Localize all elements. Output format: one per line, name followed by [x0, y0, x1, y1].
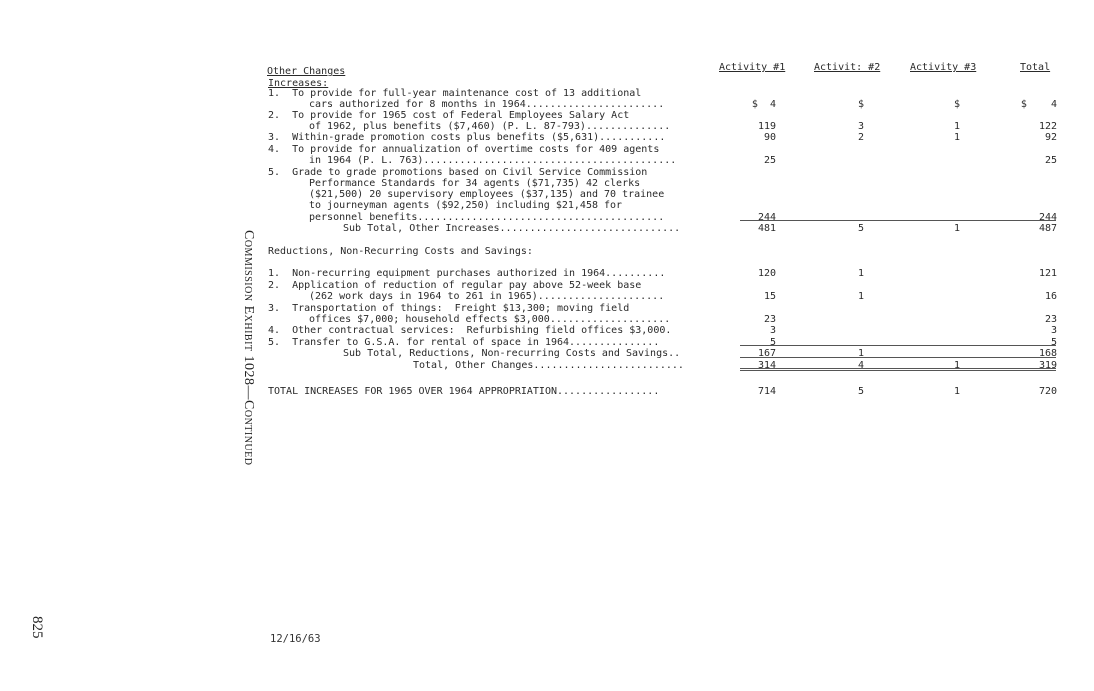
- cell-c3: 1: [953, 121, 960, 132]
- cell-c3: 1: [953, 132, 960, 143]
- cell-c1: 714: [757, 386, 776, 397]
- row-description: 1. Non-recurring equipment purchases authorized in 1964..........: [268, 268, 666, 279]
- row-description: Increases:: [268, 78, 329, 89]
- row-description: offices $7,000; household effects $3,000....................: [309, 314, 671, 325]
- row-description: to journeyman agents ($92,250) including $21,458 for: [309, 200, 623, 211]
- row-description: 4. To provide for annualization of overtime costs for 409 agents: [268, 144, 660, 155]
- column-header-activity-2: Activit: #2: [814, 62, 881, 73]
- cell-c1: 5: [769, 337, 776, 348]
- table-row: [0, 291, 1094, 303]
- row-description: of 1962, plus benefits ($7,460) (P. L. 87-793)..............: [309, 121, 671, 132]
- cell-c4: 25: [1044, 155, 1057, 166]
- subtotal-rule: [740, 345, 1056, 346]
- column-header-activity-1: Activity #1: [719, 62, 786, 73]
- row-description: in 1964 (P. L. 763)..........................................: [309, 155, 677, 166]
- cell-c1: 119: [757, 121, 776, 132]
- cell-c4: 487: [1038, 223, 1057, 234]
- cell-c2: 2: [857, 132, 864, 143]
- row-description: ($21,500) 20 supervisory employees ($37,135) and 70 trainee: [309, 189, 665, 200]
- row-description: 4. Other contractual services: Refurbishing field offices $3,000.: [268, 325, 672, 336]
- table-row: [0, 386, 1094, 398]
- page-number: 825: [29, 616, 45, 639]
- cell-c1: 90: [763, 132, 776, 143]
- cell-c2: 5: [857, 223, 864, 234]
- table-row: [0, 200, 1094, 212]
- cell-c4: 3: [1050, 325, 1057, 336]
- row-description: cars authorized for 8 months in 1964.......................: [309, 99, 665, 110]
- total-double-rule: [740, 368, 1056, 371]
- table-row: [0, 246, 1094, 258]
- cell-c4: 720: [1038, 386, 1057, 397]
- row-description: 3. Within-grade promotion costs plus benefits ($5,631)...........: [268, 132, 666, 143]
- cell-c4: 121: [1038, 268, 1057, 279]
- row-description: TOTAL INCREASES FOR 1965 OVER 1964 APPROPRIATION.................: [268, 386, 660, 397]
- table-row: [0, 132, 1094, 144]
- column-header-activity-3: Activity #3: [910, 62, 977, 73]
- row-description: 3. Transportation of things: Freight $13,300; moving field: [268, 303, 630, 314]
- cell-c1: 3: [769, 325, 776, 336]
- subtotal-rule: [740, 220, 1056, 221]
- row-description: Sub Total, Reductions, Non-recurring Costs and Savings..: [343, 348, 681, 359]
- row-description: 5. Transfer to G.S.A. for rental of space in 1964...............: [268, 337, 660, 348]
- cell-c2: 4: [857, 360, 864, 371]
- cell-c1: 15: [763, 291, 776, 302]
- cell-c4: 92: [1044, 132, 1057, 143]
- cell-c4: 5: [1050, 337, 1057, 348]
- side-caption: Commission Exhibit 1028—Continued: [241, 230, 256, 466]
- cell-c2: $: [857, 99, 864, 110]
- table-row: [0, 155, 1094, 167]
- row-description: (262 work days in 1964 to 261 in 1965).....................: [309, 291, 665, 302]
- cell-c3: 1: [953, 223, 960, 234]
- cell-c4: 23: [1044, 314, 1057, 325]
- cell-c4: 244: [1038, 212, 1057, 223]
- cell-c1: 25: [763, 155, 776, 166]
- cell-c4: 319: [1038, 360, 1057, 371]
- row-description: Sub Total, Other Increases..............................: [343, 223, 681, 234]
- row-description: 2. To provide for 1965 cost of Federal Employees Salary Act: [268, 110, 630, 121]
- row-description: 5. Grade to grade promotions based on Civil Service Commission: [268, 167, 648, 178]
- table-row: [0, 325, 1094, 337]
- cell-c2: 1: [857, 268, 864, 279]
- cell-c2: 3: [857, 121, 864, 132]
- cell-c4: 16: [1044, 291, 1057, 302]
- row-description: 2. Application of reduction of regular pay above 52-week base: [268, 280, 642, 291]
- cell-c1: 481: [757, 223, 776, 234]
- cell-c1: 120: [757, 268, 776, 279]
- row-description: Reductions, Non-Recurring Costs and Savings:: [268, 246, 533, 257]
- table-row: [0, 268, 1094, 280]
- cell-c1: 23: [763, 314, 776, 325]
- section-title: Other Changes: [267, 66, 346, 77]
- cell-c1: 314: [757, 360, 776, 371]
- cell-c1: 167: [757, 348, 776, 359]
- row-description: Total, Other Changes.........................: [413, 360, 684, 371]
- cell-c2: 1: [857, 348, 864, 359]
- column-header-total: Total: [1020, 62, 1051, 73]
- cell-c4: 168: [1038, 348, 1057, 359]
- footer-date: 12/16/63: [270, 633, 321, 645]
- cell-c3: $: [953, 99, 960, 110]
- cell-c4: $ 4: [1020, 99, 1057, 110]
- cell-c2: 5: [857, 386, 864, 397]
- cell-c3: 1: [953, 360, 960, 371]
- row-description: Performance Standards for 34 agents ($71,735) 42 clerks: [309, 178, 641, 189]
- cell-c3: 1: [953, 386, 960, 397]
- cell-c2: 1: [857, 291, 864, 302]
- cell-c4: 122: [1038, 121, 1057, 132]
- subtotal-rule: [740, 357, 1056, 358]
- table-row: [0, 348, 1094, 360]
- cell-c1: 244: [757, 212, 776, 223]
- row-description: personnel benefits.........................................: [309, 212, 665, 223]
- table-row: [0, 223, 1094, 235]
- row-description: 1. To provide for full-year maintenance cost of 13 additional: [268, 88, 642, 99]
- cell-c1: $ 4: [751, 99, 776, 110]
